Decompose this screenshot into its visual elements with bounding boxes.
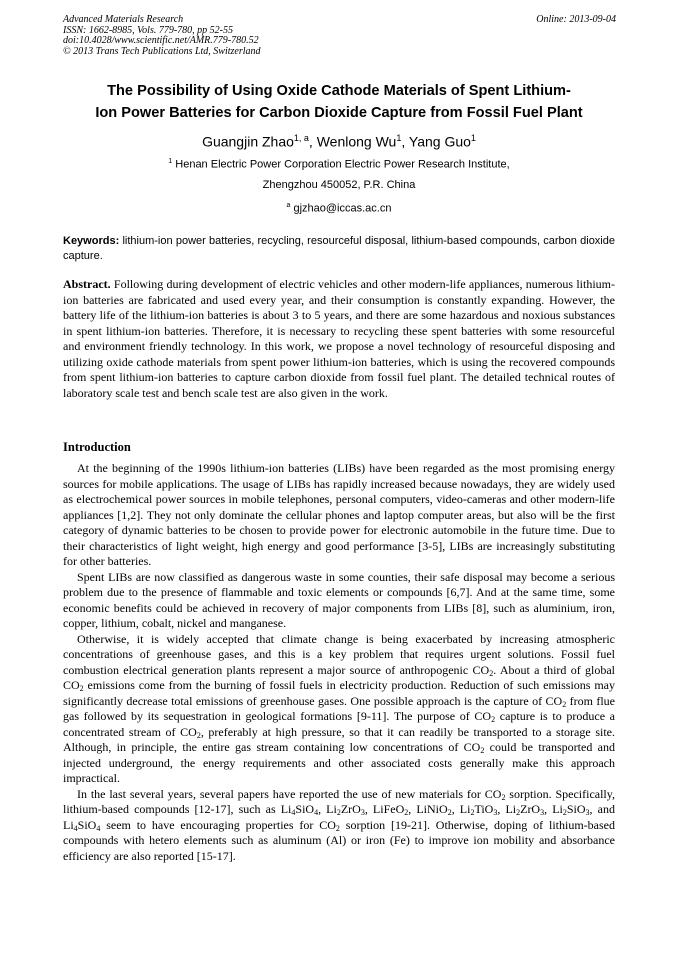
text-run: sorption [19-21]. Otherwise, doping of lithium-based compounds with hetero elements such as aluminum (Al) or iron (Fe) to improve ion mobility and absorbance efficiency are also reported [15-17]. <box>63 817 615 863</box>
author-list <box>40 128 638 152</box>
subscript: 4 <box>314 808 319 817</box>
subscript: 2 <box>404 808 409 817</box>
affiliation-text: Henan Electric Power Corporation Electric Power Research Institute, <box>172 158 510 171</box>
text-run: , Li <box>451 802 471 816</box>
text-run: TiO <box>474 802 494 816</box>
title-line-2: Ion Power Batteries for Carbon Dioxide Capture from Fossil Fuel Plant <box>95 105 583 121</box>
subscript: 3 <box>540 808 545 817</box>
text-run: SiO <box>77 817 97 832</box>
intro-paragraph-4 <box>63 787 615 865</box>
introduction-heading: Introduction <box>63 440 131 454</box>
text-run: , Li <box>544 802 563 816</box>
text-run: , Li <box>318 802 337 816</box>
subscript: 2 <box>196 730 201 740</box>
author-2-superscript: 1 <box>396 133 402 143</box>
paper-title <box>40 80 638 124</box>
subscript: 2 <box>489 668 494 678</box>
subscript: 2 <box>562 699 567 709</box>
text-run: ZrO <box>340 802 361 816</box>
journal-header <box>63 15 616 57</box>
author-separator: , <box>401 133 409 150</box>
issn-line: ISSN: 1662-8985, Vols. 779-780, pp 52-55 <box>63 24 233 36</box>
text-run: , Li <box>497 802 517 816</box>
intro-paragraph-2: Spent LIBs are now classified as dangerous waste in some counties, their safe disposal may become a serious problem due to the presence of flammable and toxic elements or compounds [6,7]. And at the same time, some economic benefits could be achieved in recovery of major components from LIBs [8], such as aluminium, iron, copper, lithium, cobalt, nickel and manganese. <box>63 569 615 630</box>
keywords-text: lithium-ion power batteries, recycling, resourceful disposal, lithium-based compounds, carbon dioxide capture. <box>63 235 615 262</box>
doi-line: doi:10.4028/www.scientific.net/AMR.779-780.52 <box>63 35 259 46</box>
text-run: sorption. Specifically, lithium-based compounds [12-17], such as Li <box>63 786 615 816</box>
introduction-body <box>63 461 615 864</box>
affiliation-superscript: 1 <box>168 158 173 165</box>
text-run: ZrO <box>520 802 541 816</box>
subscript: 2 <box>516 808 521 817</box>
text-run: Otherwise, it is widely accepted that climate change is being exacerbated by increasing atmospheric concentrations of greenhouse gases, and this is a key problem that requires urgent solutions. Fossil fuel combustion electrical generation plants represent a major source of anthropogenic CO <box>63 631 615 677</box>
text-run: , LiFeO <box>364 802 405 816</box>
text-run: , LiNiO <box>408 802 448 816</box>
subscript: 2 <box>336 808 341 817</box>
text-run: emissions come from the burning of fossil fuels in electricity production. Reduction of such emissions may significantly decrease total emissions of greenhouse gases. One possible approach is the capture of CO <box>63 678 615 708</box>
subscript: 2 <box>501 792 506 802</box>
intro-paragraph-3 <box>63 632 615 787</box>
author-separator: , <box>308 133 317 150</box>
subscript: 4 <box>73 823 78 833</box>
text-run: . About a third of global CO <box>63 662 616 692</box>
abstract-label: Abstract. <box>63 277 111 291</box>
author-3-superscript: 1 <box>470 133 476 143</box>
online-date: Online: 2013-09-04 <box>536 14 616 25</box>
subscript: 2 <box>480 746 485 755</box>
intro-paragraph-1: At the beginning of the 1990s lithium-ion batteries (LIBs) have been regarded as the most promising energy sources for mobile applications. The usage of LIBs has rapidly increased because nowadays, they are widely used as electrochemical power sources in mobile telephones, personal computers, video-cameras and other modern-life appliances [1,2]. They not only dominate the cellular phones and laptop computer areas, but also will be the first category of dynamic batteries to be chosen to provide power for electronic automobile in the future time. Due to their characteristics of light weight, high energy and good performance [3-5], LIBs are increasingly substituting for other batteries. <box>63 461 615 568</box>
subscript: 2 <box>491 715 496 724</box>
title-line-1: The Possibility of Using Oxide Cathode Materials of Spent Lithium- <box>107 83 571 99</box>
text-run: SiO <box>566 802 586 816</box>
author-2: Wenlong Wu <box>316 133 397 150</box>
subscript: 2 <box>335 823 340 833</box>
copyright-line: © 2013 Trans Tech Publications Ltd, Switzerland <box>63 45 261 57</box>
subscript: 4 <box>96 823 101 833</box>
text-run: SiO <box>295 802 315 816</box>
subscript: 2 <box>79 684 84 693</box>
text-run: , preferably at high pressure, so that it can readily be transported to a storage site. Although, in principle, the entire gas stream containing low concentrations of CO <box>63 724 615 754</box>
keywords-block <box>63 234 615 263</box>
abstract-text: Following during development of electric vehicles and other modern-life appliances, numerous lithium-ion batteries are fabricated and used every year, and their consumption is constantly expanding. However, the battery life of the lithium-ion batteries is about 3 to 5 years, and there are some hazardous and noxious substances in spent lithium-ion batteries. Therefore, it is necessary to recycling these spent batteries with some resourceful and environment friendly technology. In this work, we propose a novel technology of resourceful disposing and utilizing oxide cathode materials from spent power lithium-ion batteries, which is using the recovered compounds from spent lithium-ion batteries to capture carbon dioxide from fossil fuel plant. The detailed technical routes of laboratory scale test and bench scale test are also given in the work. <box>63 277 615 400</box>
subscript: 4 <box>291 808 296 817</box>
abstract-block <box>63 277 615 401</box>
subscript: 2 <box>470 808 475 817</box>
keywords-label: Keywords: <box>63 235 120 247</box>
text-run: capture is to produce a concentrated stream of CO <box>63 709 615 739</box>
author-1-superscript: 1, a <box>293 133 309 143</box>
author-email <box>40 199 638 216</box>
journal-name: Advanced Materials Research <box>63 14 184 25</box>
text-run: from flue gas followed by its sequestration in geological formations [9-11]. The purpose of CO <box>63 693 615 723</box>
subscript: 3 <box>360 808 365 817</box>
subscript: 2 <box>447 808 452 817</box>
subscript: 3 <box>493 808 498 817</box>
text-run: seem to have encouraging properties for CO <box>100 817 336 832</box>
affiliation-line-1 <box>40 155 638 172</box>
affiliation-line-2: Zhengzhou 450052, P.R. China <box>262 179 416 191</box>
author-1: Guangjin Zhao <box>202 133 294 150</box>
text-run: , and Li <box>63 802 615 832</box>
email-text: gjzhao@iccas.ac.cn <box>290 202 392 215</box>
subscript: 3 <box>585 808 590 817</box>
text-run: could be transported and injected underground, the energy requirements and other associated costs generally make this approach impractical. <box>63 740 616 785</box>
author-3: Yang Guo <box>408 133 471 150</box>
text-run: In the last several years, several papers have reported the use of new materials for CO <box>77 786 502 801</box>
subscript: 2 <box>562 808 567 817</box>
email-superscript: a <box>286 202 291 209</box>
